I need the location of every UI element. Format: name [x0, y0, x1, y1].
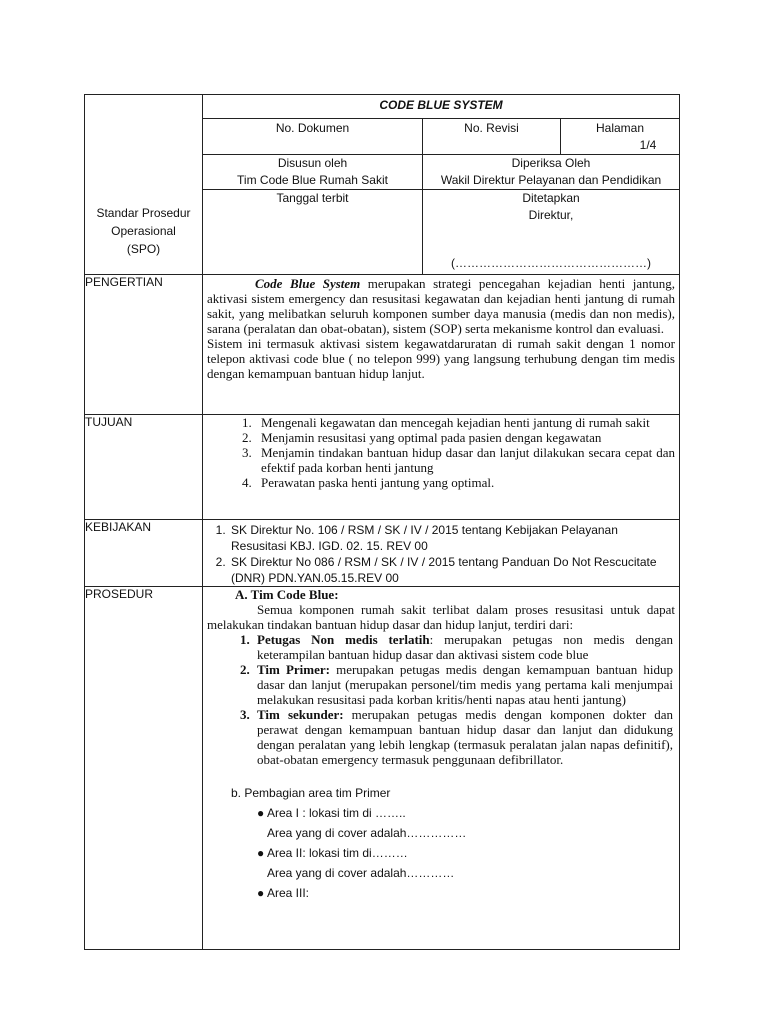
- area-2-line-1: Area II: lokasi tim di………: [267, 846, 408, 860]
- kebijakan-content-cell: [203, 520, 680, 587]
- no-dokumen-cell: [203, 119, 423, 155]
- tanggal-terbit-label: Tanggal terbit: [276, 191, 349, 205]
- prosedur-a-intro: Semua komponen rumah sakit terlibat dalam proses resusitasi untuk dapat melakukan tindakan bantuan hidup dasar dan hidup lanjut, terdiri dari:: [207, 602, 675, 632]
- spo-line-3: (SPO): [126, 242, 161, 256]
- team-name-2: Tim Primer:: [257, 662, 330, 677]
- bullet-icon: ●: [257, 886, 265, 900]
- tujuan-label: TUJUAN: [85, 415, 133, 429]
- tujuan-content-cell: [203, 415, 680, 520]
- diperiksa-value: Wakil Direktur Pelayanan dan Pendidikan: [440, 173, 662, 187]
- team-name-3: Tim sekunder:: [257, 707, 344, 722]
- spo-label-cell: [85, 95, 203, 275]
- pengertian-paragraph-1: [207, 276, 675, 336]
- disusun-value: Tim Code Blue Rumah Sakit: [237, 173, 388, 187]
- tujuan-label-cell: [85, 415, 203, 520]
- pengertian-paragraph-2: Sistem ini termasuk aktivasi sistem kegawatdaruratan di rumah sakit dengan 1 nomor telepon aktivasi code blue ( no telepon 999) yang langsung terhubung dengan tim medis dengan kemampuan bantuan hidup lanjut.: [207, 336, 675, 381]
- team-item-2: [253, 662, 673, 707]
- prosedur-a-heading: A. Tim Code Blue:: [235, 587, 339, 602]
- area-2-line-2: Area yang di cover adalah…………: [267, 866, 455, 880]
- diperiksa-label: Diperiksa Oleh: [511, 156, 591, 170]
- tanggal-terbit-cell: [203, 190, 423, 275]
- area-3-line-1: Area III:: [267, 886, 310, 900]
- team-desc-3: merupakan petugas medis dengan komponen dokter dan perawat dengan kemampuan bantuan hidup dasar dan lanjut dan didukung dengan peralatan yang lebih lengkap (termasuk peralatan jalan napas definitif), obat-obatan emergency termasuk penggunaan defibrillator.: [257, 707, 674, 767]
- pengertian-label: PENGERTIAN: [85, 275, 163, 289]
- no-revisi-cell: [423, 119, 561, 155]
- disusun-label: Disusun oleh: [277, 156, 348, 170]
- team-desc-1: : merupakan petugas non medis dengan keterampilan bantuan hidup dasar dan aktivasi sistem code blue: [257, 632, 673, 662]
- bullet-icon: ●: [257, 846, 265, 860]
- spo-document-table: [84, 94, 680, 950]
- spo-line-2: Operasional: [111, 224, 176, 238]
- diperiksa-cell: [423, 155, 680, 190]
- kebijakan-label: KEBIJAKAN: [85, 520, 152, 534]
- tujuan-item-3: 3. Menjamin tindakan bantuan hidup dasar dan lanjut dilakukan secara cepat dan efektif pada korban henti jantung: [255, 445, 675, 475]
- halaman-value: 1/4: [639, 138, 657, 152]
- tujuan-item-4: 4. Perawatan paska henti jantung yang optimal.: [255, 475, 675, 490]
- kebijakan-label-cell: [85, 520, 203, 587]
- bullet-icon: ●: [257, 806, 265, 820]
- direktur-label: Direktur,: [528, 208, 574, 222]
- area-1-line-2: Area yang di cover adalah……………: [267, 826, 467, 840]
- disusun-cell: [203, 155, 423, 190]
- tujuan-item-2: 2. Menjamin resusitasi yang optimal pada pasien dengan kegawatan: [255, 430, 675, 445]
- area-item-1: [257, 803, 679, 843]
- team-name-1: Petugas Non medis terlatih: [257, 632, 430, 647]
- kebijakan-item-2: 2. SK Direktur No 086 / RSM / SK / IV / 2015 tentang Panduan Do Not Rescucitate (DNR) PDN.YAN.05.15.REV 00: [229, 554, 675, 586]
- document-title: CODE BLUE SYSTEM: [379, 98, 503, 112]
- prosedur-label-cell: [85, 587, 203, 950]
- tujuan-item-1: 1. Mengenali kegawatan dan mencegah kejadian henti jantung di rumah sakit: [255, 415, 675, 430]
- team-desc-2: merupakan petugas medis dengan kemampuan bantuan hidup dasar dan lanjut (merupakan personel/tim medis yang pertama kali menjumpai melakukan resusitasi pada korban kritis/henti napas atau henti jantung): [257, 662, 673, 707]
- kebijakan-item-1: 1. SK Direktur No. 106 / RSM / SK / IV / 2015 tentang Kebijakan Pelayanan Resusitasi KBJ. IGD. 02. 15. REV 00: [229, 522, 675, 554]
- area-list: [203, 803, 679, 903]
- spo-line-1: Standar Prosedur: [96, 206, 191, 220]
- ditetapkan-cell: [423, 190, 680, 275]
- halaman-label: Halaman: [595, 121, 645, 135]
- prosedur-content-cell: [203, 587, 680, 950]
- halaman-cell: [561, 119, 680, 155]
- area-1-line-1: Area I : lokasi tim di ……..: [267, 806, 406, 820]
- team-item-1: [253, 632, 673, 662]
- document-title-cell: [203, 95, 680, 119]
- signature-line: (…………………………………………): [451, 256, 651, 270]
- no-dokumen-label: No. Dokumen: [275, 121, 350, 135]
- team-item-3: [253, 707, 673, 767]
- prosedur-b-heading: b. Pembagian area tim Primer: [231, 786, 391, 800]
- pengertian-lead: Code Blue System: [255, 276, 361, 291]
- pengertian-text-1: merupakan strategi pencegahan kejadian henti jantung, aktivasi sistem emergency dan resusitasi kegawatan dan kejadian henti jantung di rumah sakit, yang melibatkan seluruh komponen sumber daya manusia (medis dan non medis), sarana (peralatan dan obat-obatan), sistem (SOP) serta mekanisme kontrol dan evaluasi.: [207, 276, 675, 336]
- ditetapkan-label: Ditetapkan: [522, 191, 580, 205]
- prosedur-label: PROSEDUR: [85, 587, 154, 601]
- pengertian-label-cell: [85, 275, 203, 415]
- pengertian-content-cell: [203, 275, 680, 415]
- area-item-3: [257, 883, 679, 903]
- area-item-2: [257, 843, 679, 883]
- no-revisi-label: No. Revisi: [464, 121, 519, 135]
